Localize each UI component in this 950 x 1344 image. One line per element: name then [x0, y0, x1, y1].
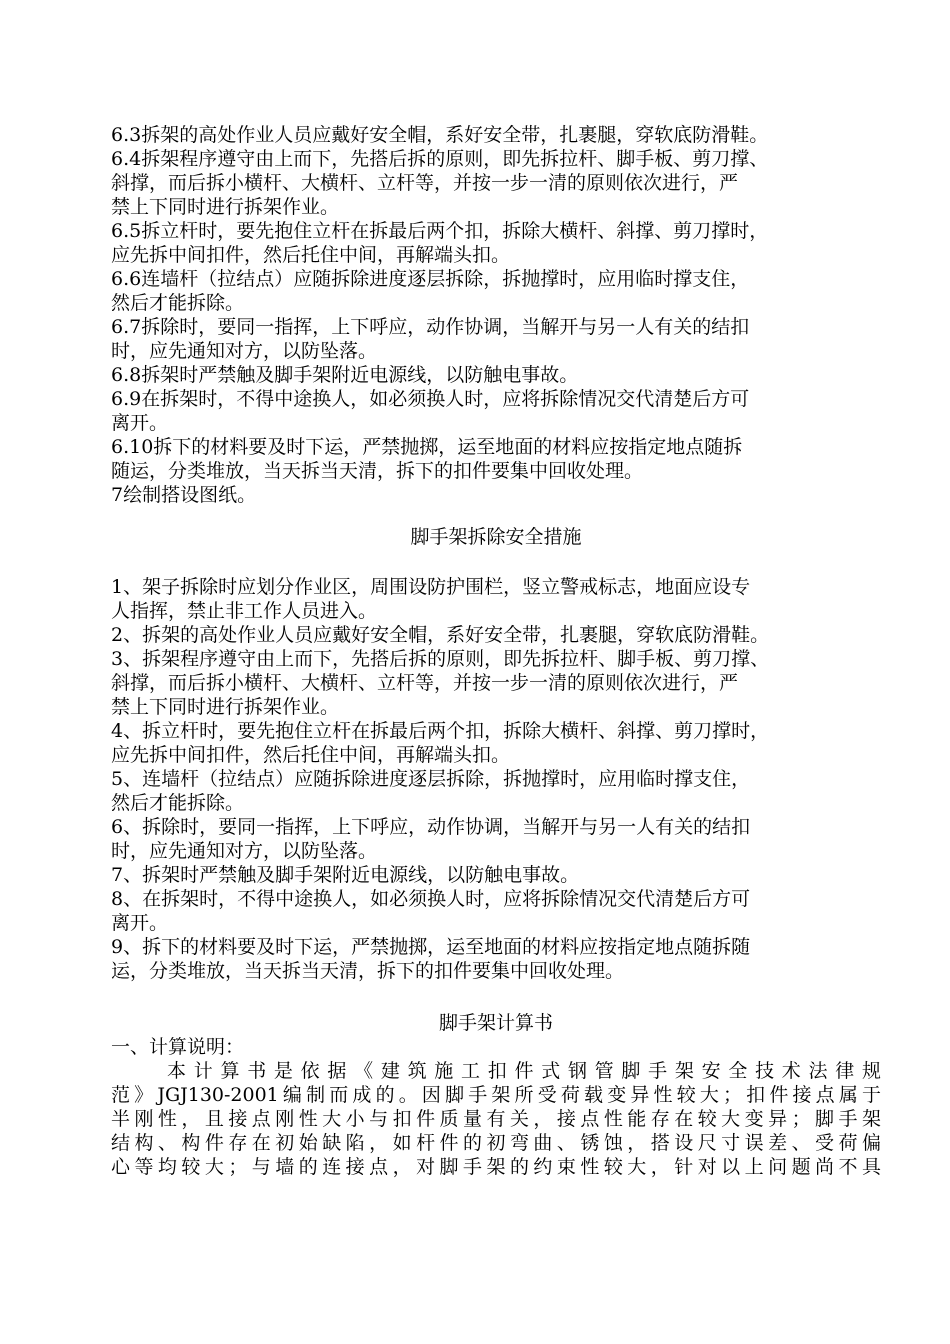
text-line: 离开。: [111, 912, 169, 934]
list-item: [111, 767, 881, 815]
text-line: 8、在拆架时，不得中途换人，如必须换人时，应将拆除情况交代清楚后方可: [111, 888, 751, 910]
section-title-calculation: 脚手架计算书: [438, 1012, 553, 1034]
list-item: [111, 363, 881, 387]
text-line: 然后才能拆除。: [111, 292, 245, 314]
text-line: 时，应先通知对方，以防坠落。: [111, 840, 378, 862]
list-item: [111, 267, 881, 315]
text-line: 7、拆架时严禁触及脚手架附近电源线，以防触电事故。: [111, 864, 580, 886]
text-line: 3、拆架程序遵守由上而下，先搭后拆的原则，即先拆拉杆、脚手板、剪刀撑、: [111, 648, 770, 670]
text-line: 斜撑，而后拆小横杆、大横杆、立杆等，并按一步一清的原则依次进行，严: [111, 172, 739, 194]
list-item: [111, 623, 881, 647]
list-item: [111, 123, 881, 147]
section-6-list: [111, 123, 881, 507]
list-item: [111, 863, 881, 887]
text-line: 6.6连墙杆（拉结点）应随拆除进度逐层拆除，拆抛撑时，应用临时撑支住，: [111, 268, 750, 290]
text-line: 范》JGJ130-2001编制而成的。因脚手架所受荷载变异性较大；扣件接点属于: [111, 1084, 881, 1106]
text-line: 结构、构件存在初始缺陷，如杆件的初弯曲、锈蚀，搭设尺寸误差、受荷偏: [111, 1132, 881, 1154]
list-item: [111, 315, 881, 363]
text-line: 4、拆立杆时，要先抱住立杆在拆最后两个扣，拆除大横杆、斜撑、剪刀撑时，: [111, 720, 770, 742]
document-page: [111, 123, 881, 1179]
list-item: [111, 435, 881, 483]
text-line: 9、拆下的材料要及时下运，严禁抛掷，运至地面的材料应按指定地点随拆随: [111, 936, 751, 958]
text-line: 斜撑，而后拆小横杆、大横杆、立杆等，并按一步一清的原则依次进行，严: [111, 672, 739, 694]
text-line: 6、拆除时，要同一指挥，上下呼应，动作协调，当解开与另一人有关的结扣: [111, 816, 751, 838]
text-line: 离开。: [111, 412, 169, 434]
text-line: 5、连墙杆（拉结点）应随拆除进度逐层拆除，拆抛撑时，应用临时撑支住，: [111, 768, 751, 790]
list-item: [111, 935, 881, 983]
text-line: 禁上下同时进行拆架作业。: [111, 196, 340, 218]
text-line: 1、架子拆除时应划分作业区，周围设防护围栏，竖立警戒标志，地面应设专: [111, 576, 751, 598]
text-line: 随运，分类堆放，当天拆当天清，拆下的扣件要集中回收处理。: [111, 460, 644, 482]
text-line: 时，应先通知对方，以防坠落。: [111, 340, 378, 362]
text-line: 6.8拆架时严禁触及脚手架附近电源线，以防触电事故。: [111, 364, 579, 386]
text-line: 心等均较大；与墙的连接点，对脚手架的约束性较大，针对以上问题尚不具: [111, 1156, 881, 1178]
list-item: [111, 387, 881, 435]
list-item: [111, 719, 881, 767]
text-line: 6.5拆立杆时，要先抱住立杆在拆最后两个扣，拆除大横杆、斜撑、剪刀撑时，: [111, 220, 769, 242]
list-item: [111, 483, 881, 507]
text-line: 人指挥，禁止非工作人员进入。: [111, 600, 378, 622]
list-item: [111, 147, 881, 219]
text-line: 6.3拆架的高处作业人员应戴好安全帽，系好安全带，扎裹腿，穿软底防滑鞋。: [111, 124, 769, 146]
text-line: 应先拆中间扣件，然后托住中间，再解端头扣。: [111, 744, 511, 766]
list-item: [111, 219, 881, 267]
text-line: 本计算书是依据《建筑施工扣件式钢管脚手架安全技术法律规: [167, 1060, 881, 1082]
list-item: [111, 815, 881, 863]
text-line: 半刚性，且接点刚性大小与扣件质量有关，接点性能存在较大变异；脚手架: [111, 1108, 881, 1130]
text-line: 禁上下同时进行拆架作业。: [111, 696, 340, 718]
text-line: 6.9在拆架时，不得中途换人，如必须换人时，应将拆除情况交代清楚后方可: [111, 388, 750, 410]
text-line: 2、拆架的高处作业人员应戴好安全帽，系好安全带，扎裹腿，穿软底防滑鞋。: [111, 624, 770, 646]
text-line: 6.7拆除时，要同一指挥，上下呼应，动作协调，当解开与另一人有关的结扣: [111, 316, 750, 338]
list-item: [111, 647, 881, 719]
text-line: 运，分类堆放，当天拆当天清，拆下的扣件要集中回收处理。: [111, 960, 625, 982]
list-item: [111, 887, 881, 935]
text-line: 6.10拆下的材料要及时下运，严禁抛掷，运至地面的材料应按指定地点随拆: [111, 436, 743, 458]
calc-heading: 一、计算说明：: [111, 1036, 245, 1058]
calc-paragraph: [111, 1059, 881, 1179]
section-title-demolition-safety: 脚手架拆除安全措施: [410, 526, 582, 548]
safety-measures-list: [111, 575, 881, 983]
text-line: 6.4拆架程序遵守由上而下，先搭后拆的原则，即先拆拉杆、脚手板、剪刀撑、: [111, 148, 769, 170]
text-line: 然后才能拆除。: [111, 792, 245, 814]
text-line: 应先拆中间扣件，然后托住中间，再解端头扣。: [111, 244, 511, 266]
text-line: 7绘制搭设图纸。: [111, 484, 257, 506]
list-item: [111, 575, 881, 623]
